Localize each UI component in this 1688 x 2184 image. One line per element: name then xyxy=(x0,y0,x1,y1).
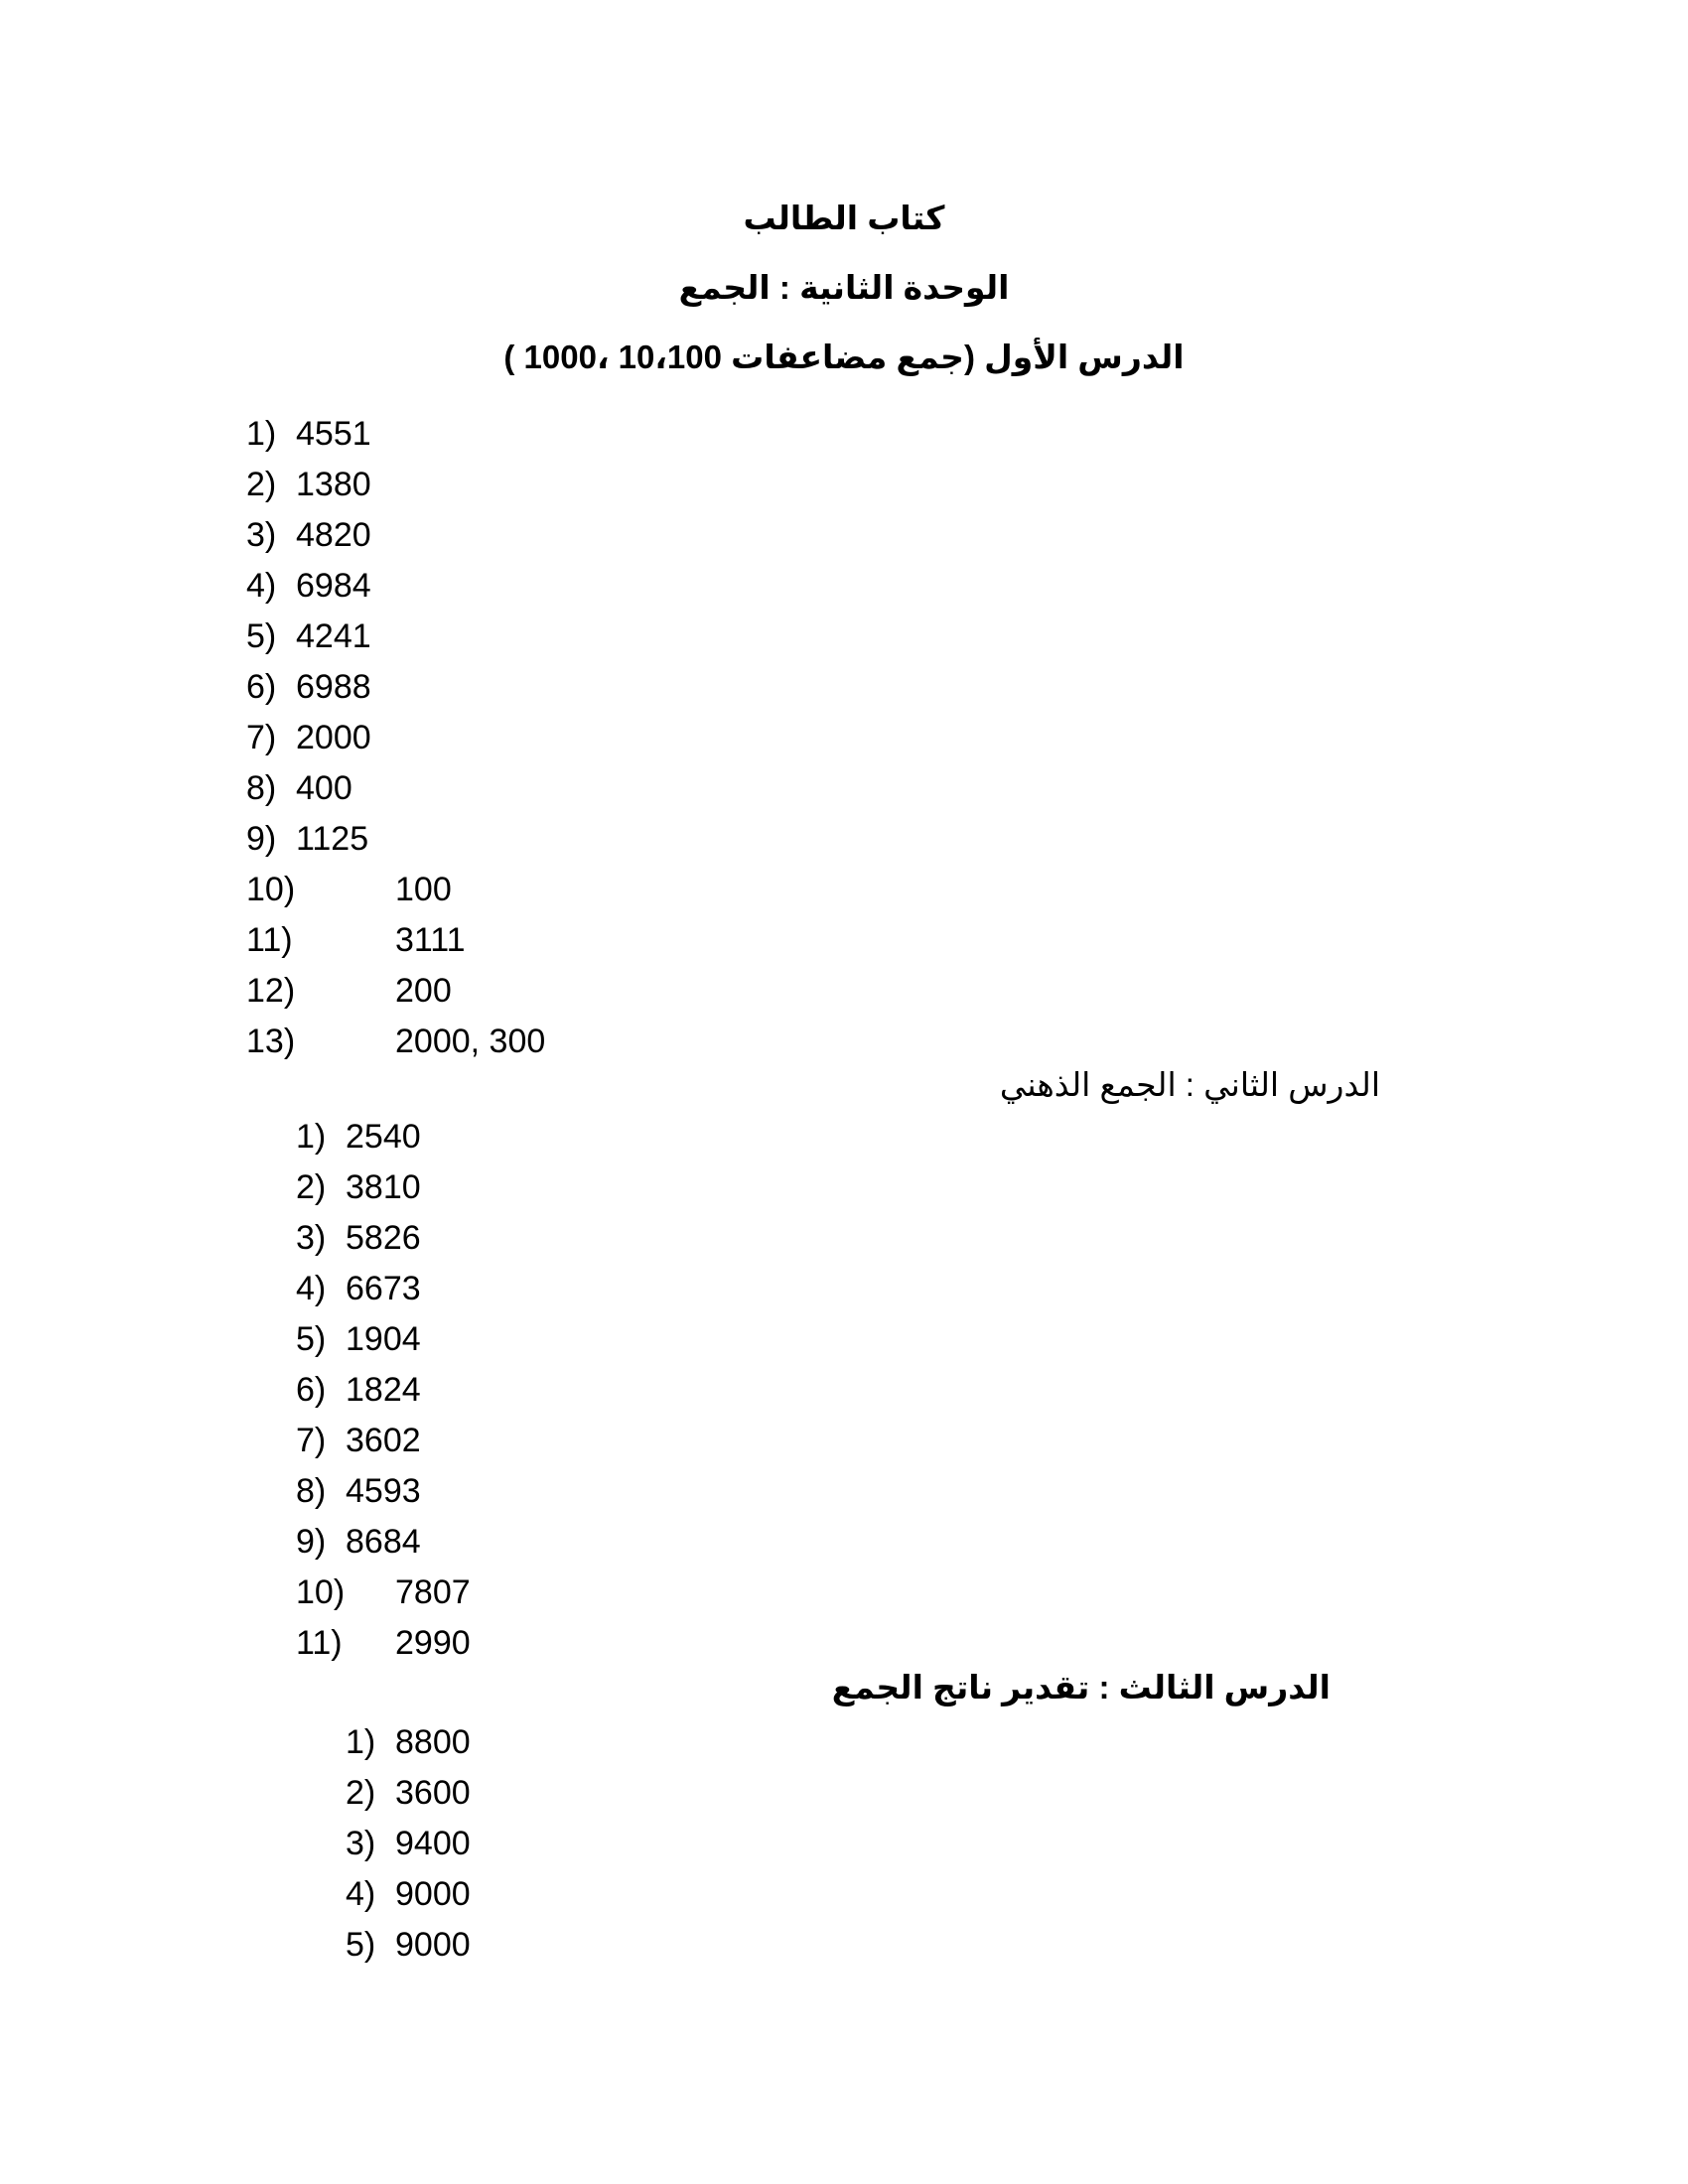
item-number: 3) xyxy=(246,516,277,554)
item-value: 2000, 300 xyxy=(395,1023,546,1060)
item-number: 11) xyxy=(246,921,293,959)
item-number: 4) xyxy=(346,1875,376,1913)
item-number: 10) xyxy=(246,871,296,908)
lesson3-title: الدرس الثالث : تقدير ناتج الجمع xyxy=(831,1669,1331,1706)
item-value: 1824 xyxy=(346,1371,421,1409)
item-value: 3600 xyxy=(395,1774,471,1812)
item-value: 6673 xyxy=(346,1270,421,1307)
unit-title: الوحدة الثانية : الجمع xyxy=(678,269,1010,306)
item-value: 8684 xyxy=(346,1523,421,1561)
item-value: 2000 xyxy=(296,719,371,756)
item-number: 9) xyxy=(246,820,277,858)
item-number: 1) xyxy=(346,1723,376,1761)
item-value: 9400 xyxy=(395,1825,471,1862)
item-number: 6) xyxy=(296,1371,327,1409)
item-number: 6) xyxy=(246,668,277,706)
item-value: 1904 xyxy=(346,1320,421,1358)
item-number: 1) xyxy=(246,415,277,453)
item-value: 7807 xyxy=(395,1573,471,1611)
item-number: 2) xyxy=(296,1168,327,1206)
item-number: 1) xyxy=(296,1118,327,1156)
item-number: 5) xyxy=(246,617,277,655)
item-value: 100 xyxy=(395,871,452,908)
item-value: 4551 xyxy=(296,415,371,453)
item-value: 1380 xyxy=(296,466,371,503)
item-value: 2990 xyxy=(395,1624,471,1662)
item-value: 9000 xyxy=(395,1926,471,1964)
item-value: 1125 xyxy=(296,820,369,858)
item-value: 4241 xyxy=(296,617,371,655)
item-value: 400 xyxy=(296,769,352,807)
item-number: 9) xyxy=(296,1523,327,1561)
item-number: 12) xyxy=(246,972,296,1010)
item-number: 5) xyxy=(296,1320,327,1358)
item-number: 2) xyxy=(246,466,277,503)
lesson2-title: الدرس الثاني : الجمع الذهني xyxy=(999,1066,1380,1103)
book-title: كتاب الطالب xyxy=(743,200,945,236)
item-number: 5) xyxy=(346,1926,376,1964)
item-number: 4) xyxy=(296,1270,327,1307)
item-value: 8800 xyxy=(395,1723,471,1761)
item-value: 2540 xyxy=(346,1118,421,1156)
item-value: 6988 xyxy=(296,668,371,706)
item-value: 3602 xyxy=(346,1422,421,1459)
item-number: 8) xyxy=(296,1472,327,1510)
item-number: 4) xyxy=(246,567,277,605)
item-value: 5826 xyxy=(346,1219,421,1257)
item-number: 2) xyxy=(346,1774,376,1812)
item-value: 4593 xyxy=(346,1472,421,1510)
item-number: 7) xyxy=(246,719,277,756)
lesson1-title: الدرس الأول (جمع مضاعفات 10،100 ،1000 ) xyxy=(503,339,1185,375)
item-value: 9000 xyxy=(395,1875,471,1913)
item-number: 11) xyxy=(296,1624,343,1662)
item-value: 200 xyxy=(395,972,452,1010)
item-number: 7) xyxy=(296,1422,327,1459)
item-number: 3) xyxy=(296,1219,327,1257)
item-number: 10) xyxy=(296,1573,346,1611)
item-number: 3) xyxy=(346,1825,376,1862)
item-number: 13) xyxy=(246,1023,296,1060)
item-number: 8) xyxy=(246,769,277,807)
item-value: 3810 xyxy=(346,1168,421,1206)
item-value: 3111 xyxy=(395,921,466,959)
item-value: 4820 xyxy=(296,516,371,554)
item-value: 6984 xyxy=(296,567,371,605)
